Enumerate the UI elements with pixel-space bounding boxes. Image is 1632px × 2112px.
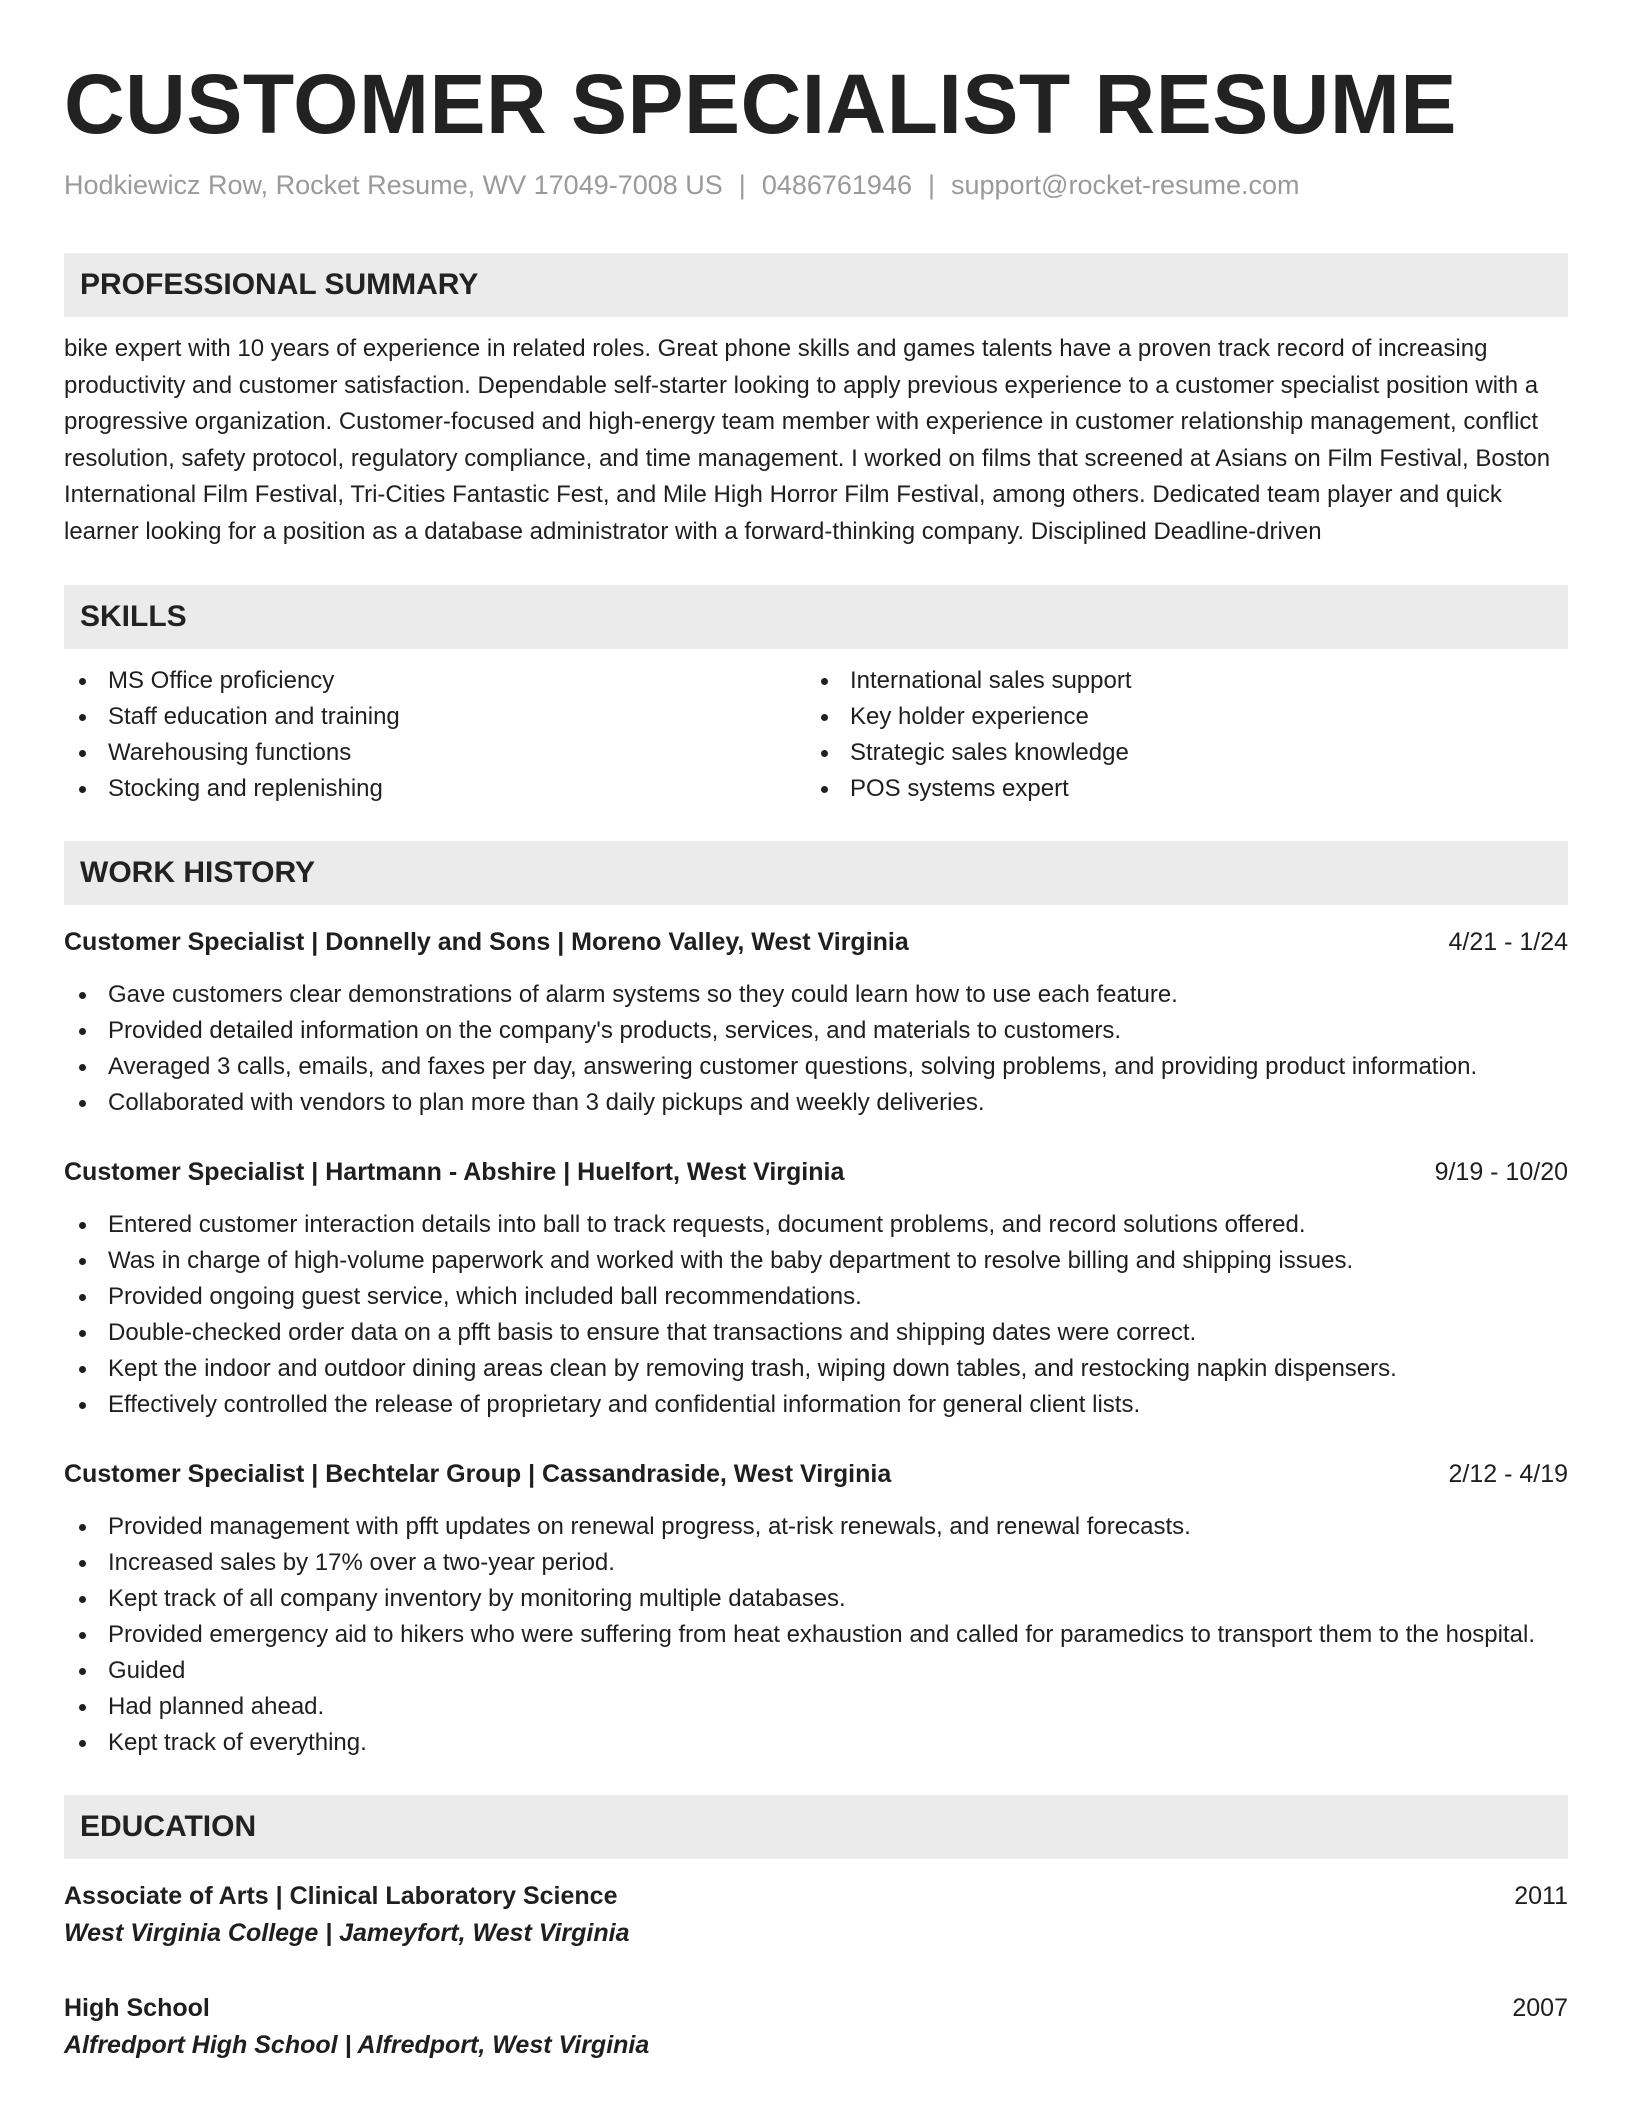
job-bullets [64,1207,1568,1423]
job-header [64,925,1568,959]
contact-phone: 0486761946 [761,170,912,200]
resume-page [64,0,1568,2065]
education-year: 2007 [1512,1994,1568,2022]
job-bullet: Provided emergency aid to hikers who were suffering from heat exhaustion and called for paramedics to transport them to the hospital. [64,1617,1568,1653]
job-bullet: Guided [64,1653,1568,1689]
skill-item: MS Office proficiency [64,663,806,699]
skills-column-right [806,663,1548,807]
job-dates: 2/12 - 4/19 [1448,1460,1568,1488]
contact-line [64,170,1568,201]
job-bullet: Entered customer interaction details into ball to track requests, document problems, and record solutions offered. [64,1207,1568,1243]
education-header [64,1991,1568,2025]
section-header-work-history: WORK HISTORY [64,841,1568,905]
education-school: Alfredport High School | Alfredport, West Virginia [64,2031,650,2059]
job-bullet: Collaborated with vendors to plan more than 3 daily pickups and weekly deliveries. [64,1085,1568,1121]
section-header-education: EDUCATION [64,1795,1568,1859]
education-entry [64,1991,1568,2065]
education-degree: Associate of Arts | Clinical Laboratory Science [64,1882,618,1910]
job-bullet: Gave customers clear demonstrations of alarm systems so they could learn how to use each feature. [64,977,1568,1013]
job-dates: 4/21 - 1/24 [1448,928,1568,956]
job-bullet: Kept track of everything. [64,1725,1568,1761]
skills-list [64,663,1568,807]
contact-email: support@rocket-resume.com [951,170,1300,200]
job-entry [64,1457,1568,1761]
job-bullet: Had planned ahead. [64,1689,1568,1725]
job-bullet: Was in charge of high-volume paperwork and worked with the baby department to resolve billing and shipping issues. [64,1243,1568,1279]
education-entry [64,1879,1568,1953]
job-title: Customer Specialist | Bechtelar Group | Cassandraside, West Virginia [64,1460,892,1488]
section-header-skills: SKILLS [64,585,1568,649]
skills-column-left [64,663,806,807]
job-bullet: Increased sales by 17% over a two-year period. [64,1545,1568,1581]
job-bullet: Averaged 3 calls, emails, and faxes per day, answering customer questions, solving problems, and providing product information. [64,1049,1568,1085]
contact-address: Hodkiewicz Row, Rocket Resume, WV 17049-7008 US [64,170,723,200]
job-title: Customer Specialist | Hartmann - Abshire | Huelfort, West Virginia [64,1158,845,1186]
education-year: 2011 [1514,1882,1568,1910]
job-bullet: Kept track of all company inventory by monitoring multiple databases. [64,1581,1568,1617]
job-bullet: Provided ongoing guest service, which included ball recommendations. [64,1279,1568,1315]
job-bullets [64,977,1568,1121]
job-bullets [64,1509,1568,1761]
job-header [64,1457,1568,1491]
job-title: Customer Specialist | Donnelly and Sons | Moreno Valley, West Virginia [64,928,909,956]
skill-item: Strategic sales knowledge [806,735,1548,771]
contact-separator: | [738,170,746,200]
skill-item: Key holder experience [806,699,1548,735]
job-entry [64,1155,1568,1423]
education-degree: High School [64,1994,210,2022]
job-bullet: Effectively controlled the release of proprietary and confidential information for general client lists. [64,1387,1568,1423]
skill-item: Warehousing functions [64,735,806,771]
skill-item: International sales support [806,663,1548,699]
education-header [64,1879,1568,1913]
resume-title: CUSTOMER SPECIALIST RESUME [64,57,1457,151]
job-entry [64,925,1568,1121]
job-dates: 9/19 - 10/20 [1434,1158,1568,1186]
skill-item: Staff education and training [64,699,806,735]
skill-item: Stocking and replenishing [64,771,806,807]
contact-separator: | [927,170,935,200]
section-header-summary: PROFESSIONAL SUMMARY [64,253,1568,317]
job-bullet: Provided detailed information on the company's products, services, and materials to customers. [64,1013,1568,1049]
summary-text: bike expert with 10 years of experience in related roles. Great phone skills and games talents have a proven track record of increasing productivity and customer satisfaction. Dependable self-starter looking to apply previous experience to a customer specialist position with a progressive organization. Customer-focused and high-energy team member with experience in customer relationship management, conflict resolution, safety protocol, regulatory compliance, and time management. I worked on films that screened at Asians on Film Festival, Boston International Film Festival, Tri-Cities Fantastic Fest, and Mile High Horror Film Festival, among others. Dedicated team player and quick learner looking for a position as a database administrator with a forward-thinking company. Disciplined Deadline-driven [64,335,1551,545]
job-bullet: Double-checked order data on a pfft basis to ensure that transactions and shipping dates were correct. [64,1315,1568,1351]
skill-item: POS systems expert [806,771,1548,807]
education-school: West Virginia College | Jameyfort, West Virginia [64,1919,630,1947]
job-bullet: Provided management with pfft updates on renewal progress, at-risk renewals, and renewal forecasts. [64,1509,1568,1545]
job-header [64,1155,1568,1189]
job-bullet: Kept the indoor and outdoor dining areas clean by removing trash, wiping down tables, and restocking napkin dispensers. [64,1351,1568,1387]
